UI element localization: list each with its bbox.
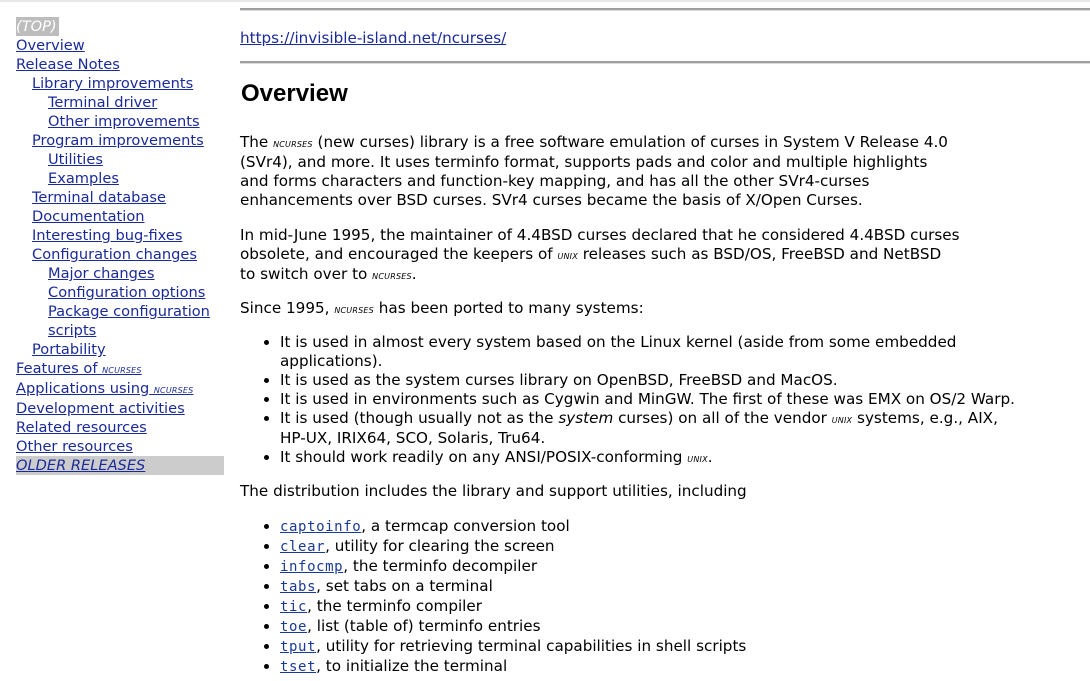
- tool-description: , set tabs on a terminal: [316, 577, 493, 595]
- tool-list-item: [280, 617, 1020, 637]
- tool-description: , utility for clearing the screen: [325, 537, 555, 555]
- sidebar-item-scripts[interactable]: scripts: [48, 322, 97, 339]
- history-paragraph: [240, 226, 960, 285]
- tool-list-item: [280, 657, 1020, 677]
- tool-link-tic[interactable]: tic: [280, 599, 308, 615]
- tool-list-item: [280, 597, 1020, 617]
- sidebar-item-label: Features of: [16, 360, 98, 377]
- tool-name: [280, 637, 316, 655]
- tool-name: [280, 617, 307, 635]
- unix-smallcaps: unix: [831, 413, 853, 426]
- tool-list-item: [280, 577, 1020, 597]
- list-item: [280, 448, 1020, 468]
- sidebar-item-development-activities[interactable]: Development activities: [16, 400, 185, 417]
- text: systems, e.g., AIX, HP-UX, IRIX64, SCO, Solaris, Tru64.: [280, 409, 998, 447]
- ncurses-smallcaps: ncurses: [102, 363, 142, 376]
- toc-list: [16, 36, 224, 359]
- sidebar-item-older-releases[interactable]: OLDER RELEASES: [16, 456, 224, 475]
- sidebar-item-features[interactable]: [16, 359, 224, 379]
- tool-name: [280, 557, 343, 575]
- site-url-link[interactable]: https://invisible-island.net/ncurses/: [240, 29, 507, 47]
- tool-name: [280, 517, 361, 535]
- list-item: [280, 409, 1020, 448]
- sidebar-item-program-improvements[interactable]: Program improvements: [32, 132, 204, 149]
- ncurses-smallcaps: ncurses: [153, 383, 194, 396]
- tool-list-item: [280, 537, 1020, 557]
- text: In mid-June 1995, the maintainer of 4.4BSD curses declared that he considered 4.4BSD curses obsolete, and encouraged the keepers of: [240, 226, 960, 263]
- tool-description: , a termcap conversion tool: [361, 517, 570, 535]
- sidebar-item-configuration-options[interactable]: Configuration options: [48, 284, 206, 301]
- tool-link-clear[interactable]: clear: [280, 539, 326, 555]
- sidebar-item-library-improvements[interactable]: Library improvements: [32, 75, 194, 92]
- top-border: [0, 0, 1090, 2]
- sidebar-item-terminal-database[interactable]: Terminal database: [32, 189, 166, 206]
- intro-paragraph: [240, 133, 960, 210]
- text: (new curses) library is a free software emulation of curses in System V Release 4.0 (SVr4), and more. It uses terminfo format, supports pads and color and multiple highlights and forms characters and function-key mapping, and has all the other SVr4-curses enhancements over BSD curses. SVr4 curses became the basis of X/Open Curses.: [240, 133, 948, 209]
- text: .: [411, 265, 417, 283]
- tools-list: [240, 517, 1020, 677]
- sidebar-item-documentation[interactable]: Documentation: [32, 208, 145, 225]
- sidebar-item-portability[interactable]: Portability: [32, 341, 106, 358]
- unix-smallcaps: unix: [557, 249, 578, 262]
- tool-name: [280, 657, 316, 675]
- ncurses-smallcaps: ncurses: [372, 269, 412, 282]
- tool-link-captoinfo[interactable]: captoinfo: [280, 519, 362, 535]
- sidebar-item-label: Applications using: [16, 380, 150, 397]
- unix-smallcaps: unix: [687, 452, 708, 465]
- tool-link-infocmp[interactable]: infocmp: [280, 559, 344, 575]
- ports-intro-paragraph: [240, 299, 960, 319]
- tool-list-item: [280, 517, 1020, 537]
- tool-description: , to initialize the terminal: [316, 657, 508, 675]
- divider: [240, 61, 1090, 64]
- sidebar-item-major-changes[interactable]: Major changes: [48, 265, 155, 282]
- sidebar-item-release-notes[interactable]: Release Notes: [16, 56, 120, 73]
- sidebar-item-terminal-driver[interactable]: Terminal driver: [48, 94, 158, 111]
- ncurses-smallcaps: ncurses: [273, 137, 313, 150]
- emphasis: system: [558, 409, 614, 427]
- text: The: [240, 133, 274, 151]
- tool-name: [280, 577, 316, 595]
- sidebar-item-examples[interactable]: Examples: [48, 170, 119, 187]
- ncurses-smallcaps: ncurses: [334, 303, 374, 316]
- sidebar-item-related-resources[interactable]: Related resources: [16, 419, 147, 436]
- divider: [240, 8, 1090, 11]
- tool-link-tput[interactable]: tput: [280, 639, 317, 655]
- list-item: • It is used in environments such as Cygwin and MinGW. The first of these was EMX on OS/2 Warp.: [280, 390, 1020, 409]
- tool-link-tset[interactable]: tset: [280, 659, 317, 675]
- tool-description: , utility for retrieving terminal capabilities in shell scripts: [316, 637, 747, 655]
- tool-link-tabs[interactable]: tabs: [280, 579, 317, 595]
- text: releases such as BSD/OS, FreeBSD and NetBSD to switch over to: [240, 245, 942, 283]
- page-title: Overview: [241, 80, 348, 107]
- distribution-paragraph: The distribution includes the library and support utilities, including: [240, 482, 747, 500]
- tool-name: [280, 537, 325, 555]
- tool-description: , list (table of) terminfo entries: [307, 617, 541, 635]
- sidebar-item-label: (TOP): [16, 18, 57, 35]
- text: It is used (though usually not as the: [280, 409, 559, 427]
- tool-description: , the terminfo compiler: [307, 597, 482, 615]
- sidebar-item-overview[interactable]: Overview: [16, 37, 85, 54]
- list-item: • It is used as the system curses library on OpenBSD, FreeBSD and MacOS.: [280, 371, 1020, 390]
- sidebar-item-other-improvements[interactable]: Other improvements: [48, 113, 200, 130]
- text: has been ported to many systems:: [373, 299, 644, 317]
- sidebar-item-interesting-bug-fixes[interactable]: Interesting bug-fixes: [32, 227, 183, 244]
- text: curses) on all of the vendor: [613, 409, 832, 427]
- text: .: [707, 448, 713, 466]
- tool-name: [280, 597, 307, 615]
- sidebar-item-other-resources[interactable]: Other resources: [16, 438, 133, 455]
- ports-list: [240, 333, 1020, 468]
- list-item: • It is used in almost every system based on the Linux kernel (aside from some embedded applications).: [280, 333, 1020, 371]
- sidebar-toc: [16, 17, 224, 475]
- tool-list-item: [280, 557, 1020, 577]
- text: It should work readily on any ANSI/POSIX-conforming: [280, 448, 688, 466]
- tool-link-toe[interactable]: toe: [280, 619, 308, 635]
- sidebar-item-utilities[interactable]: Utilities: [48, 151, 103, 168]
- text: Since 1995,: [240, 299, 335, 317]
- sidebar-item-top[interactable]: [16, 17, 59, 36]
- sidebar-item-configuration-changes[interactable]: Configuration changes: [32, 246, 197, 263]
- tool-list-item: [280, 637, 1020, 657]
- tool-description: , the terminfo decompiler: [343, 557, 538, 575]
- sidebar-item-package-configuration[interactable]: Package configuration: [48, 303, 210, 320]
- sidebar-item-applications[interactable]: [16, 379, 224, 399]
